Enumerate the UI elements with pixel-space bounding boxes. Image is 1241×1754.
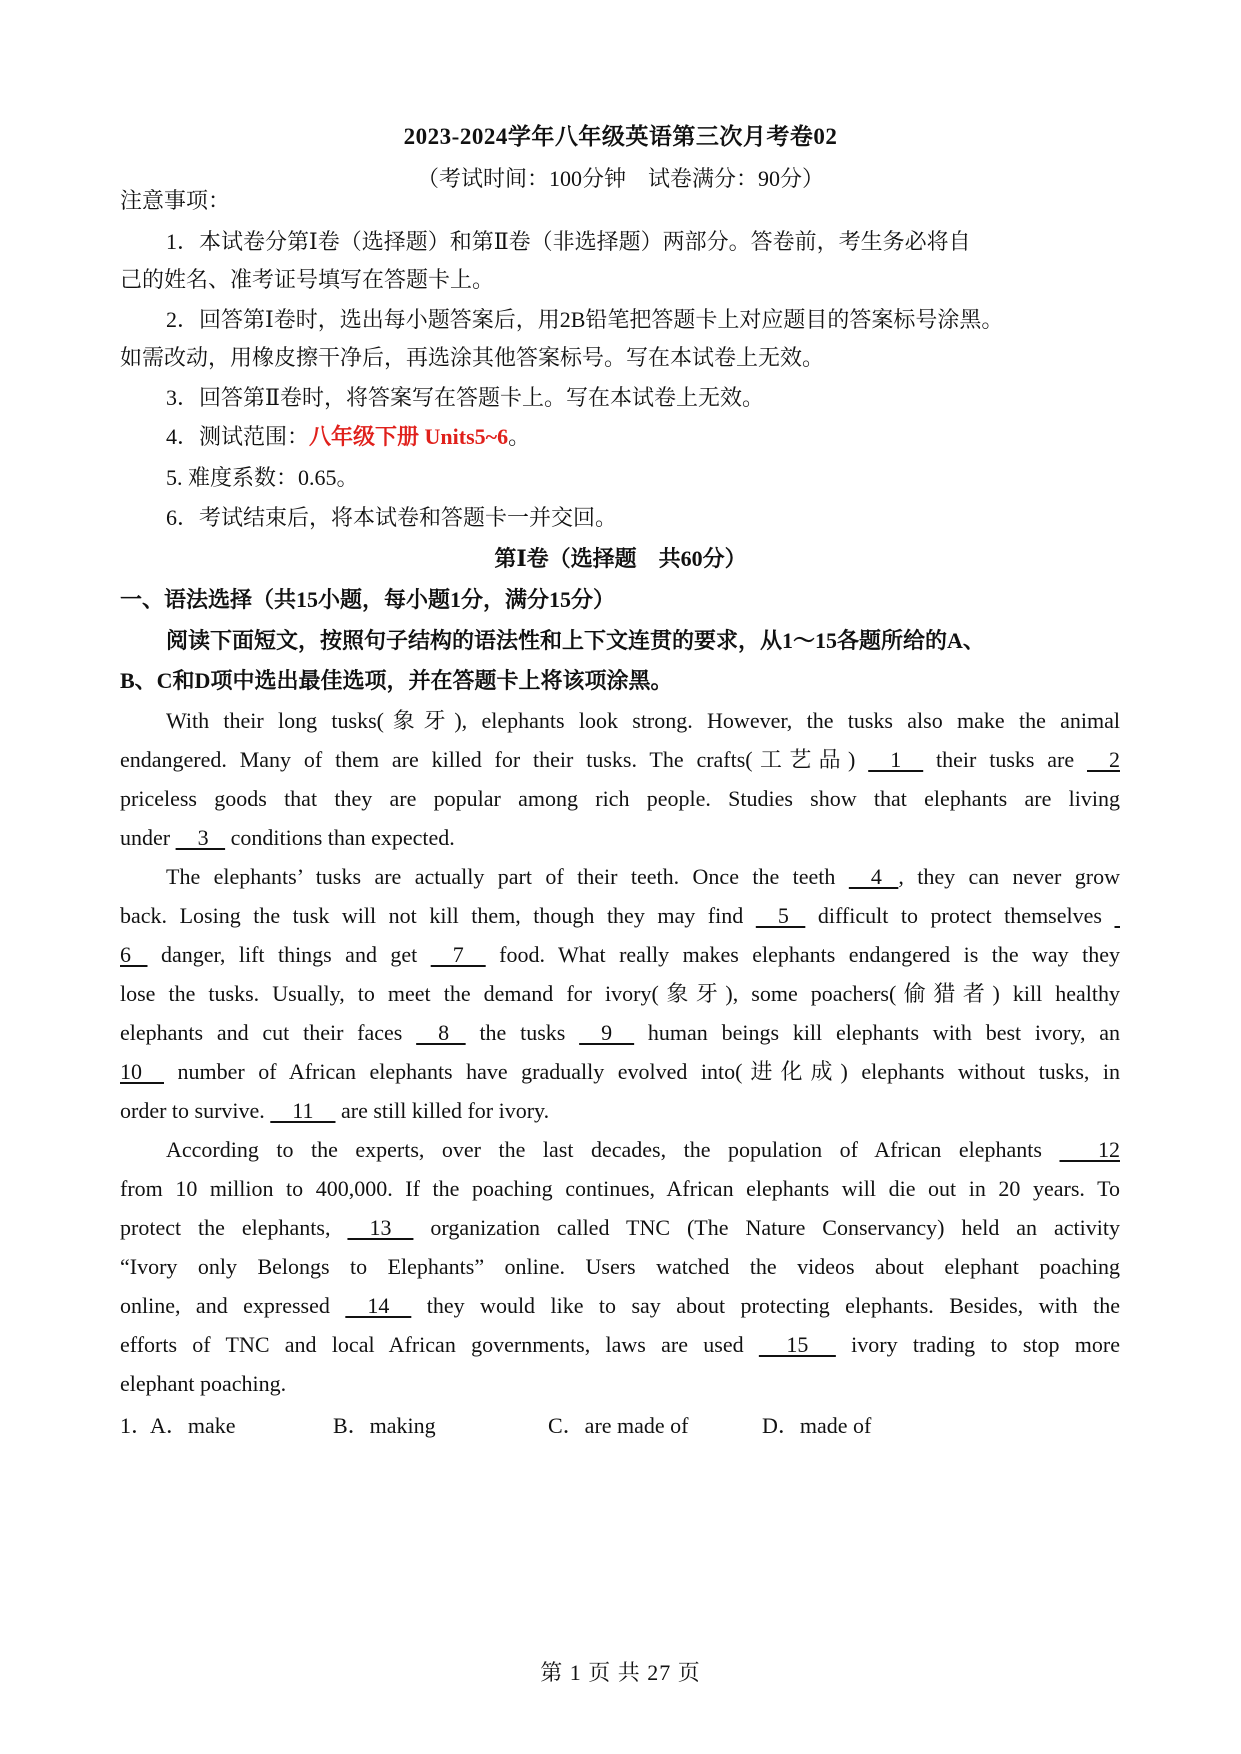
passage-text: back. Losing the tusk will not kill them, though they may find <box>120 903 756 928</box>
page-footer: 第 1 页 共 27 页 <box>540 1660 701 1685</box>
part-instruction-cont: B、C和D项中选出最佳选项，并在答题卡上将该项涂黑。 <box>120 668 673 693</box>
test-scope: 八年级下册 Units5~6 <box>309 424 509 449</box>
passage-text: under <box>120 825 176 850</box>
passage-line <box>120 1097 1120 1125</box>
passage-text: danger, lift things and get <box>147 942 431 967</box>
passage-text: are still killed for ivory. <box>335 1098 550 1123</box>
passage-text: efforts of TNC and local African governments, laws are used <box>120 1332 759 1357</box>
passage-line <box>166 863 1120 891</box>
passage-text: difficult to protect themselves <box>805 903 1115 928</box>
volume-title: 第Ⅰ卷（选择题 共60分） <box>494 546 747 571</box>
passage-text: conditions than expected. <box>225 825 455 850</box>
passage-text: endangered. Many of them are killed for their tusks. The crafts(工艺品) <box>120 747 869 772</box>
passage-line: lose the tusks. Usually, to meet the demand for ivory(象牙), some poachers(偷猎者) kill healthy <box>120 981 1120 1006</box>
passage-text: , they can never grow <box>898 864 1120 889</box>
option-b: B．making <box>333 1413 436 1438</box>
note-item-1-cont: 己的姓名、准考证号填写在答题卡上。 <box>120 267 495 292</box>
note-item-2-cont: 如需改动，用橡皮擦干净后，再选涂其他答案标号。写在本试卷上无效。 <box>120 345 825 370</box>
blank-12: 12 <box>1059 1137 1120 1162</box>
blank-1: 1 <box>868 747 924 772</box>
passage-line <box>120 1058 1120 1086</box>
option-c: C．are made of <box>548 1413 689 1438</box>
blank-4: 4 <box>848 864 899 889</box>
blank-10: 10 <box>120 1059 164 1084</box>
passage-line <box>120 1292 1120 1320</box>
passage-text: their tusks are <box>923 747 1087 772</box>
passage-text: The elephants’ tusks are actually part of their teeth. Once the teeth <box>166 864 849 889</box>
blank-11: 11 <box>270 1098 336 1123</box>
passage-text: they would like to say about protecting elephants. Besides, with the <box>411 1293 1120 1318</box>
part-title: 一、语法选择（共15小题，每小题1分，满分15分） <box>120 587 616 612</box>
blank-5: 5 <box>755 903 806 928</box>
blank-9: 9 <box>579 1020 635 1045</box>
note-item-4 <box>166 423 1120 451</box>
note-item-2: 2．回答第Ⅰ卷时，选出每小题答案后，用2B铅笔把答题卡上对应题目的答案标号涂黑。 <box>166 307 1004 332</box>
blank-7: 7 <box>430 942 486 967</box>
note-item-3: 3．回答第Ⅱ卷时，将答案写在答题卡上。写在本试卷上无效。 <box>166 385 764 410</box>
passage-line: elephant poaching. <box>120 1371 287 1396</box>
passage-line <box>120 1214 1120 1242</box>
note-item-5: 5. 难度系数：0.65。 <box>166 465 359 490</box>
passage-text: order to survive. <box>120 1098 271 1123</box>
passage-line <box>166 1136 1120 1164</box>
passage-line <box>120 824 1120 852</box>
passage-line <box>120 746 1120 774</box>
passage-line: “Ivory only Belongs to Elephants” online. Users watched the videos about elephant poaching <box>120 1254 1120 1279</box>
blank-3: 3 <box>175 825 226 850</box>
part-instruction: 阅读下面短文，按照句子结构的语法性和上下文连贯的要求，从1～15各题所给的A、 <box>166 628 985 653</box>
option-d: D．made of <box>762 1413 872 1438</box>
passage-line <box>120 941 1120 969</box>
blank-14: 14 <box>345 1293 412 1318</box>
notes-heading: 注意事项： <box>120 188 231 213</box>
note-item-1: 1．本试卷分第Ⅰ卷（选择题）和第Ⅱ卷（非选择题）两部分。答卷前，考生务必将自 <box>166 229 971 254</box>
note-item-4-prefix: 4．测试范围： <box>166 424 310 449</box>
passage-text: the tusks <box>465 1020 580 1045</box>
passage-text: human beings kill elephants with best ivory, an <box>634 1020 1120 1045</box>
note-item-4-suffix: 。 <box>508 424 531 449</box>
option-a: A．make <box>150 1413 236 1438</box>
blank-15: 15 <box>758 1332 836 1357</box>
passage-line: With their long tusks(象牙), elephants look strong. However, the tusks also make the animal <box>166 708 1120 733</box>
blank-2: 2 <box>1087 747 1120 772</box>
passage-line <box>120 902 1120 930</box>
passage-text: online, and expressed <box>120 1293 346 1318</box>
blank-8: 8 <box>416 1020 466 1045</box>
blank-6: 6 <box>120 942 148 967</box>
passage-text: organization called TNC (The Nature Conservancy) held an activity <box>413 1215 1120 1240</box>
passage-line <box>120 1331 1120 1359</box>
passage-line: priceless goods that they are popular among rich people. Studies show that elephants are living <box>120 786 1120 811</box>
page-title: 2023-2024学年八年级英语第三次月考卷02 <box>403 124 838 149</box>
passage-text: According to the experts, over the last decades, the population of African elephants <box>166 1137 1060 1162</box>
passage-text: food. What really makes elephants endangered is the way they <box>485 942 1120 967</box>
passage-text: ivory trading to stop more <box>835 1332 1120 1357</box>
passage-text: protect the elephants, <box>120 1215 348 1240</box>
passage-text: elephants and cut their faces <box>120 1020 417 1045</box>
page-subtitle: （考试时间：100分钟 试卷满分：90分） <box>416 166 824 191</box>
blank-6-start <box>1115 902 1121 930</box>
blank-13: 13 <box>347 1215 414 1240</box>
passage-text: number of African elephants have gradually evolved into(进化成) elephants without tusks, in <box>164 1059 1120 1084</box>
question-number: 1． <box>120 1413 154 1438</box>
note-item-6: 6．考试结束后，将本试卷和答题卡一并交回。 <box>166 505 618 530</box>
passage-line: from 10 million to 400,000. If the poaching continues, African elephants will die out in 20 years. To <box>120 1176 1120 1201</box>
passage-line <box>120 1019 1120 1047</box>
